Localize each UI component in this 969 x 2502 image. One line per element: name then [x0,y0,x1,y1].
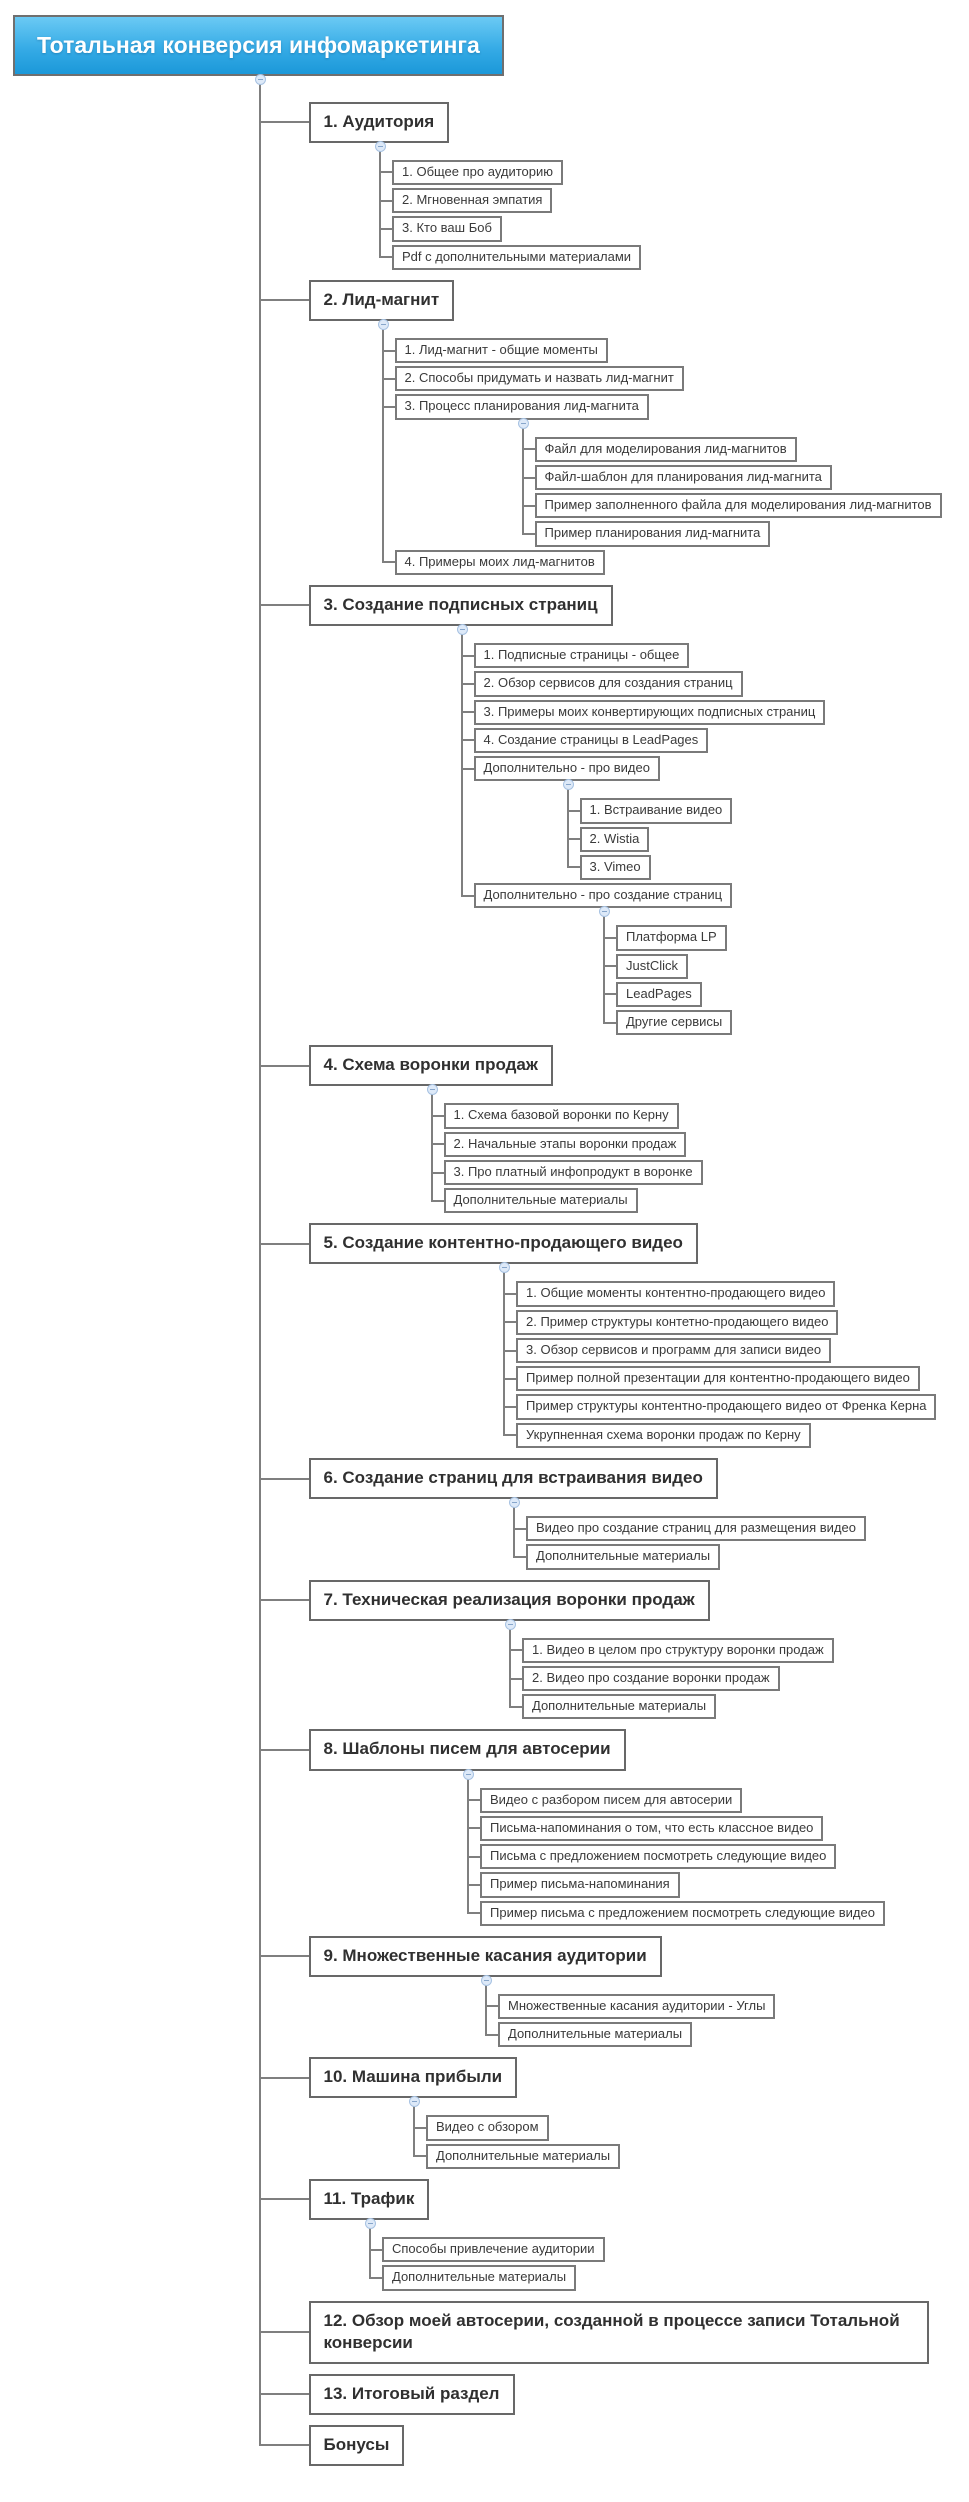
node-row [485,2022,959,2047]
children-group [369,2220,959,2291]
collapse-icon[interactable] [518,418,529,429]
children-group [382,321,960,575]
main-topic-box[interactable]: 1. Аудитория [309,102,450,143]
node-row [259,2374,960,2415]
node-row [509,1638,959,1663]
children-group [431,1086,960,1213]
subtopic-box[interactable]: Дополнительные материалы [444,1188,638,1213]
tree-node [522,490,960,518]
tree-node [431,1129,960,1157]
node-row [461,756,960,781]
node-row [369,2265,959,2290]
node-row [431,1188,960,1213]
subtopic-box[interactable]: Pdf с дополнительными материалами [392,245,641,270]
node-row [431,1160,960,1185]
subtopic-box[interactable]: Способы привлечение аудитории [382,2237,605,2262]
subtopic-box[interactable]: 2. Пример структуры контетно-продающего видео [516,1310,838,1335]
subtopic-box[interactable]: Другие сервисы [616,1010,732,1035]
node-row [259,1223,960,1264]
tree-node [509,1663,959,1691]
subtopic-box[interactable]: Дополнительные материалы [526,1544,720,1569]
node-row [603,982,959,1007]
node-row [509,1666,959,1691]
tree-node [379,213,959,241]
subtopic-box[interactable]: 3. Обзор сервисов и программ для записи видео [516,1338,831,1363]
tree-node [603,951,959,979]
collapse-icon[interactable] [427,1084,438,1095]
node-row [369,2237,959,2262]
tree-node [461,697,960,725]
tree-node [382,321,960,363]
tree-node [369,2262,959,2290]
collapse-icon[interactable] [563,779,574,790]
tree-node [259,2415,960,2466]
node-row [259,2179,960,2220]
node-row [522,437,960,462]
node-row [522,521,960,546]
children-group [522,420,960,547]
tree-node [431,1157,960,1185]
tree-node [503,1264,959,1306]
tree-node [603,979,959,1007]
subtopic-box[interactable]: 1. Схема базовой воронки по Керну [444,1103,679,1128]
tree-node [461,725,960,753]
tree-node [259,575,960,1035]
subtopic-box[interactable]: Пример заполненного файла для моделирования лид-магнитов [535,493,942,518]
node-row [382,338,960,363]
tree-node [369,2220,959,2262]
tree-node [461,668,960,696]
main-topic-box[interactable]: 5. Создание контентно-продающего видео [309,1223,698,1264]
node-row [259,102,960,143]
subtopic-box[interactable]: Видео с разбором писем для автосерии [480,1788,742,1813]
root-topic-box[interactable]: Тотальная конверсия инфомаркетинга [13,15,504,76]
node-row [603,925,959,950]
tree-node [259,1570,960,1720]
node-row [503,1366,959,1391]
main-topic-box[interactable]: 6. Создание страниц для встраивания видео [309,1458,718,1499]
node-row [379,245,959,270]
subtopic-box[interactable]: 1. Видео в целом про структуру воронки продаж [522,1638,834,1663]
subtopic-box[interactable]: 1. Лид-магнит - общие моменты [395,338,608,363]
tree-node [259,76,960,270]
tree-node [379,185,959,213]
collapse-icon[interactable] [375,141,386,152]
subtopic-box[interactable]: 3. Про платный инфопродукт в воронке [444,1160,703,1185]
node-row [522,465,960,490]
tree-node [467,1841,959,1869]
tree-node [461,626,960,668]
children-group [509,1621,959,1720]
node-row [503,1423,959,1448]
collapse-icon[interactable] [365,2218,376,2229]
subtopic-box[interactable]: Дополнительно - про видео [474,756,660,781]
tree-node [431,1185,960,1213]
subtopic-box[interactable]: Письма-напоминания о том, что есть классное видео [480,1816,823,1841]
main-topic-box[interactable]: 2. Лид-магнит [309,280,455,321]
node-row [259,1936,960,1977]
node-row [513,1516,959,1541]
subtopic-box[interactable]: Дополнительные материалы [426,2144,620,2169]
tree-node [509,1691,959,1719]
node-row [461,728,960,753]
subtopic-box[interactable]: 2. Обзор сервисов для создания страниц [474,671,743,696]
tree-node [467,1898,959,1926]
main-topic-box[interactable]: 4. Схема воронки продаж [309,1045,553,1086]
tree-node [485,1977,959,2019]
node-row [259,280,960,321]
subtopic-box[interactable]: 3. Кто ваш Боб [392,216,502,241]
subtopic-box[interactable]: Видео с обзором [426,2115,549,2140]
node-row [513,1544,959,1569]
tree-node [522,518,960,546]
node-row [461,700,960,725]
main-topic-box[interactable]: 7. Техническая реализация воронки продаж [309,1580,710,1621]
tree-node [461,753,960,880]
tree-node [567,824,960,852]
node-row [467,1872,959,1897]
tree-node [259,1719,960,1925]
collapse-icon[interactable] [457,624,468,635]
node-row [413,2144,959,2169]
node-row [567,827,960,852]
subtopic-box[interactable]: Видео про создание страниц для размещения видео [526,1516,866,1541]
tree-node [503,1391,959,1419]
tree-node [259,2047,960,2169]
children-group [513,1499,959,1570]
node-row [461,671,960,696]
tree-node [259,270,960,575]
subtopic-box[interactable]: Множественные касания аудитории - Углы [498,1994,775,2019]
tree-node [259,1448,960,1570]
tree-node [567,781,960,823]
subtopic-box[interactable]: 3. Vimeo [580,855,651,880]
tree-node [603,1007,959,1035]
subtopic-box[interactable]: 3. Процесс планирования лид-магнита [395,394,649,419]
node-row [485,1994,959,2019]
subtopic-box[interactable]: 1. Общее про аудиторию [392,160,563,185]
children-group [259,76,960,2466]
subtopic-box[interactable]: 1. Встраивание видео [580,798,733,823]
subtopic-box[interactable]: 2. Мгновенная эмпатия [392,188,552,213]
subtopic-box[interactable]: Файл для моделирования лид-магнитов [535,437,797,462]
node-row [467,1788,959,1813]
collapse-icon[interactable] [481,1975,492,1986]
tree-node [522,462,960,490]
node-row [259,1580,960,1621]
tree-node [259,2291,960,2364]
main-topic-box[interactable]: 3. Создание подписных страниц [309,585,613,626]
tree-node [379,143,959,185]
subtopic-box[interactable]: Пример письма-напоминания [480,1872,680,1897]
tree-node [382,547,960,575]
tree-node [509,1621,959,1663]
tree-node [522,420,960,462]
node-row [467,1816,959,1841]
tree-node [413,2141,959,2169]
tree-node [413,2098,959,2140]
node-row [382,366,960,391]
node-row [379,216,959,241]
node-row [467,1901,959,1926]
subtopic-box[interactable]: 2. Видео про создание воронки продаж [522,1666,780,1691]
node-row [503,1338,959,1363]
node-row [503,1310,959,1335]
node-row [503,1394,959,1419]
tree-node [259,2169,960,2291]
subtopic-box[interactable]: Пример полной презентации для контентно-продающего видео [516,1366,920,1391]
tree-node [259,1926,960,2048]
subtopic-box[interactable]: 2. Начальные этапы воронки продаж [444,1132,687,1157]
node-row [259,1458,960,1499]
node-row [603,1010,959,1035]
subtopic-box[interactable]: Укрупненная схема воронки продаж по Керну [516,1423,811,1448]
node-row [509,1694,959,1719]
tree-node [13,15,959,2466]
node-row [259,1045,960,1086]
main-topic-box[interactable]: Бонусы [309,2425,405,2466]
subtopic-box[interactable]: 1. Общие моменты контентно-продающего видео [516,1281,835,1306]
collapse-icon[interactable] [505,1619,516,1630]
node-row [503,1281,959,1306]
tree-node [467,1771,959,1813]
children-group [461,626,960,1035]
tree-node [503,1420,959,1448]
main-topic-box[interactable]: 10. Машина прибыли [309,2057,518,2098]
node-row [259,2301,960,2364]
main-topic-box[interactable]: 13. Итоговый раздел [309,2374,515,2415]
node-row [431,1103,960,1128]
subtopic-box[interactable]: LeadPages [616,982,702,1007]
node-row [413,2115,959,2140]
node-row [431,1132,960,1157]
tree-node [259,1035,960,1213]
node-row [259,585,960,626]
collapse-icon[interactable] [255,74,266,85]
node-row [461,883,960,908]
tree-node [379,242,959,270]
tree-node [461,880,960,1035]
main-topic-box[interactable]: 12. Обзор моей автосерии, созданной в процессе записи Тотальной конверсии [309,2301,929,2364]
node-row [603,954,959,979]
node-row [382,550,960,575]
node-row [379,160,959,185]
children-group [567,781,960,880]
subtopic-box[interactable]: 3. Примеры моих конвертирующих подписных страниц [474,700,826,725]
subtopic-box[interactable]: Пример планирования лид-магнита [535,521,771,546]
node-row [567,798,960,823]
node-row [259,1729,960,1770]
children-group [603,908,959,1035]
node-row [567,855,960,880]
subtopic-box[interactable]: Письма с предложением посмотреть следующие видео [480,1844,836,1869]
subtopic-box[interactable]: 2. Способы придумать и назвать лид-магнит [395,366,684,391]
subtopic-box[interactable]: 2. Wistia [580,827,650,852]
node-row [259,2425,960,2466]
tree-node [485,2019,959,2047]
tree-node [603,908,959,950]
node-row [379,188,959,213]
tree-node [259,1213,960,1448]
children-group [467,1771,959,1926]
subtopic-box[interactable]: JustClick [616,954,688,979]
node-row [13,15,959,76]
tree-node [503,1335,959,1363]
subtopic-box[interactable]: 1. Подписные страницы - общее [474,643,690,668]
tree-node [382,391,960,546]
subtopic-box[interactable]: Дополнительные материалы [498,2022,692,2047]
children-group [413,2098,959,2169]
subtopic-box[interactable]: Пример письма с предложением посмотреть следующие видео [480,1901,885,1926]
tree-node [513,1499,959,1541]
subtopic-box[interactable]: Платформа LP [616,925,727,950]
children-group [379,143,959,270]
main-topic-box[interactable]: 9. Множественные касания аудитории [309,1936,662,1977]
tree-node [513,1541,959,1569]
tree-node [431,1086,960,1128]
tree-node [503,1363,959,1391]
tree-node [503,1307,959,1335]
tree-node [382,363,960,391]
subtopic-box[interactable]: Дополнительные материалы [382,2265,576,2290]
children-group [503,1264,959,1448]
subtopic-box[interactable]: Дополнительно - про создание страниц [474,883,733,908]
node-row [467,1844,959,1869]
subtopic-box[interactable]: 4. Создание страницы в LeadPages [474,728,709,753]
main-topic-box[interactable]: 8. Шаблоны писем для автосерии [309,1729,626,1770]
children-group [485,1977,959,2048]
subtopic-box[interactable]: Дополнительные материалы [522,1694,716,1719]
subtopic-box[interactable]: 4. Примеры моих лид-магнитов [395,550,605,575]
node-row [522,493,960,518]
tree-node [467,1813,959,1841]
collapse-icon[interactable] [463,1769,474,1780]
node-row [382,394,960,419]
collapse-icon[interactable] [509,1497,520,1508]
node-row [259,2057,960,2098]
main-topic-box[interactable]: 11. Трафик [309,2179,430,2220]
subtopic-box[interactable]: Файл-шаблон для планирования лид-магнита [535,465,832,490]
tree-node [567,852,960,880]
collapse-icon[interactable] [378,319,389,330]
tree-node [467,1869,959,1897]
subtopic-box[interactable]: Пример структуры контентно-продающего видео от Френка Керна [516,1394,936,1419]
node-row [461,643,960,668]
tree-node [259,2364,960,2415]
